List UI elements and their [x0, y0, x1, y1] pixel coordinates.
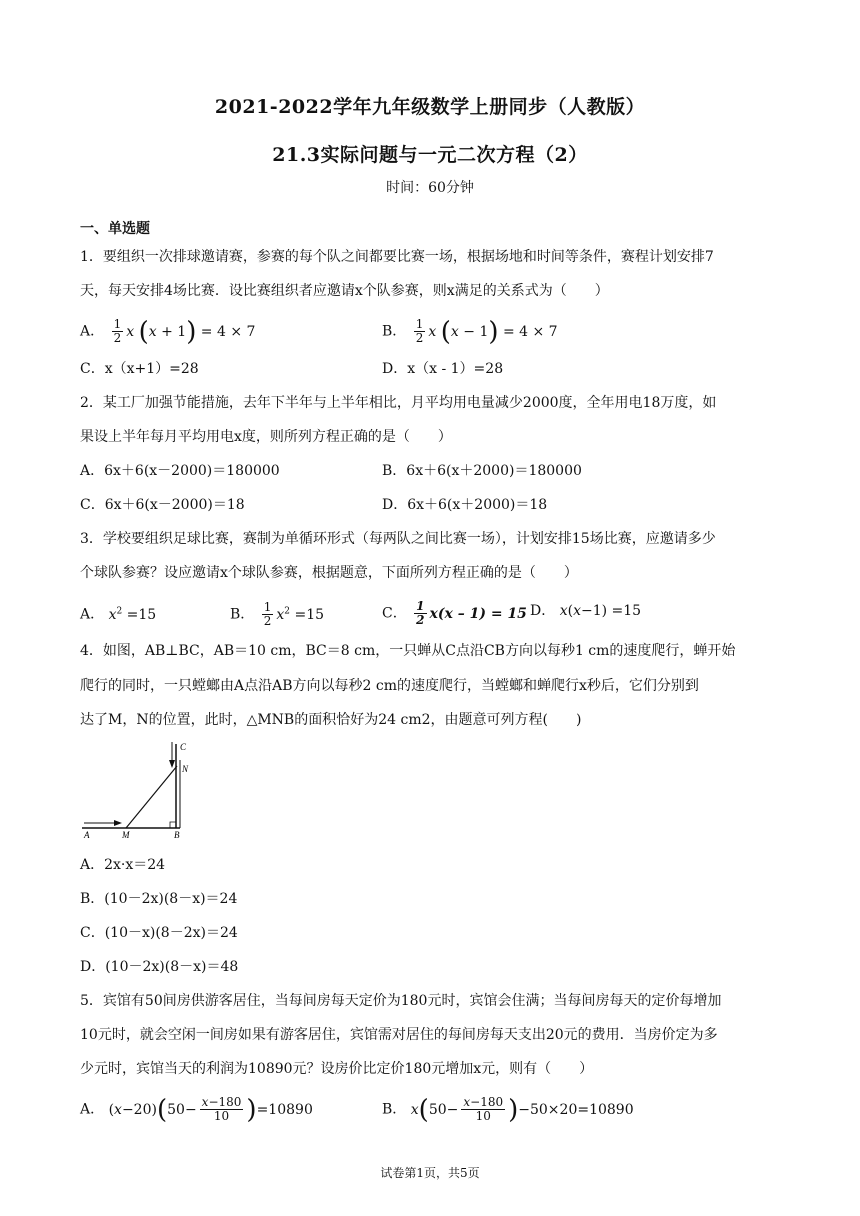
q1-option-a-label: A． [80, 323, 105, 340]
q3-option-c-formula: $\frac{1}{2}$ x(x – 1) = 15 [416, 599, 527, 627]
q2-line1: 2．某工厂加强节能措施，去年下半年与上半年相比，月平均用电量减少2000度，全年用电18万度，如 [80, 395, 717, 411]
q3-option-d-label: D． [530, 603, 556, 619]
q2-option-c[interactable]: C．6x＋6(x－2000)＝18 [80, 497, 245, 513]
q3-option-a-label: A． [80, 606, 105, 623]
q4-option-d[interactable]: D．(10－2x)(8－x)＝48 [80, 959, 239, 975]
label-a: A [84, 830, 90, 840]
segment-mn [126, 766, 177, 828]
page-title: 2021-2022学年九年级数学上册同步（人教版） [214, 96, 646, 118]
page-footer: 试卷第1页，共5页 [380, 1166, 480, 1180]
q1-option-a-formula: $\frac{1}{2}$ x (x + 1) = 4 × 7 [113, 316, 256, 347]
q4-line2: 爬行的同时，一只螳螂由A点沿AB方向以每秒2 cm的速度爬行，当螳螂和蝉爬行x秒后，它们分别到 [80, 678, 699, 694]
q4-option-a[interactable]: A．2x·x＝24 [80, 857, 166, 873]
q4-line1: 4．如图，AB⊥BC，AB＝10 cm，BC＝8 cm，一只蝉从C点沿CB方向以每秒1 cm的速度爬行，蝉开始 [80, 643, 736, 659]
q4-line3: 达了M，N的位置，此时，△MNB的面积恰好为24 cm2，由题意可列方程( ) [80, 712, 582, 728]
q5-line3: 少元时，宾馆当天的利润为10890元？设房价比定价180元增加x元，则有（ ） [80, 1061, 594, 1077]
section-heading: 一、单选题 [80, 221, 150, 237]
q3-option-b-label: B． [230, 606, 255, 623]
q4-figure [80, 740, 200, 840]
q1-line2: 天，每天安排4场比赛．设比赛组织者应邀请x个队参赛，则x满足的关系式为（ ） [80, 283, 609, 299]
label-m: M [122, 830, 130, 840]
q1-option-b-label: B． [382, 323, 407, 340]
q3-option-b-formula: $\frac{1}{2}$ $x^2 =15$ [263, 600, 325, 629]
q2-option-d[interactable]: D．6x＋6(x＋2000)＝18 [382, 497, 548, 513]
label-b: B [174, 830, 180, 840]
q3-option-c[interactable] [382, 600, 527, 627]
page-subtitle: 21.3实际问题与一元二次方程（2） [272, 144, 588, 166]
q5-option-b[interactable] [382, 1096, 634, 1123]
q3-option-a[interactable] [80, 600, 156, 626]
q5-option-b-formula: x(50− $\frac{x-180}{10}$ )−50×20=10890 [410, 1094, 634, 1125]
label-n: N [182, 764, 189, 774]
q3-option-d-formula: x(x−1) =15 [559, 603, 642, 619]
mantis-arrow-head [114, 820, 122, 826]
q5-option-a-label: A． [80, 1101, 105, 1118]
q3-option-b[interactable] [230, 600, 324, 628]
q5-option-a-formula: (x−20)(50− $\frac{x-180}{10}$ )=10890 [108, 1094, 313, 1125]
q1-option-b-formula: $\frac{1}{2}$ x (x − 1) = 4 × 7 [415, 316, 558, 347]
q1-option-d[interactable]: D．x（x - 1）=28 [382, 361, 504, 377]
q3-option-a-formula: $x^2 =15$ [108, 606, 157, 623]
time-limit: 时间：60分钟 [386, 180, 474, 196]
q3-line2: 个球队参赛？设应邀请x个球队参赛，根据题意，下面所列方程正确的是（ ） [80, 565, 578, 581]
q4-option-c[interactable]: C．(10－x)(8－2x)＝24 [80, 925, 238, 941]
q1-line1: 1．要组织一次排球邀请赛，参赛的每个队之间都要比赛一场，根据场地和时间等条件，赛程计划安排7 [80, 249, 714, 265]
q2-line2: 果设上半年每月平均用电x度，则所列方程正确的是（ ） [80, 429, 452, 445]
q5-option-b-label: B． [382, 1101, 407, 1118]
label-c: C [180, 742, 187, 752]
q5-line1: 5．宾馆有50间房供游客居住，当每间房每天定价为180元时，宾馆会住满；当每间房每天的定价每增加 [80, 993, 722, 1009]
q1-option-c[interactable]: C．x（x+1）=28 [80, 361, 199, 377]
cicada-arrow-head [169, 760, 175, 768]
q3-line1: 3．学校要组织足球比赛，赛制为单循环形式（每两队之间比赛一场），计划安排15场比赛，应邀请多少 [80, 531, 716, 547]
q2-option-a[interactable]: A．6x＋6(x－2000)＝180000 [80, 463, 280, 479]
right-angle-mark [170, 822, 176, 828]
q1-option-b[interactable] [382, 318, 558, 345]
q3-option-c-label: C． [382, 605, 407, 622]
q5-line2: 10元时，就会空闲一间房如果有游客居住，宾馆需对居住的每间房每天支出20元的费用．当房价定为多 [80, 1027, 718, 1043]
q2-option-b[interactable]: B．6x＋6(x＋2000)＝180000 [382, 463, 582, 479]
q5-option-a[interactable] [80, 1096, 313, 1123]
q4-option-b[interactable]: B．(10－2x)(8－x)＝24 [80, 891, 238, 907]
q3-option-d[interactable] [530, 600, 641, 622]
q1-option-a[interactable] [80, 318, 255, 345]
